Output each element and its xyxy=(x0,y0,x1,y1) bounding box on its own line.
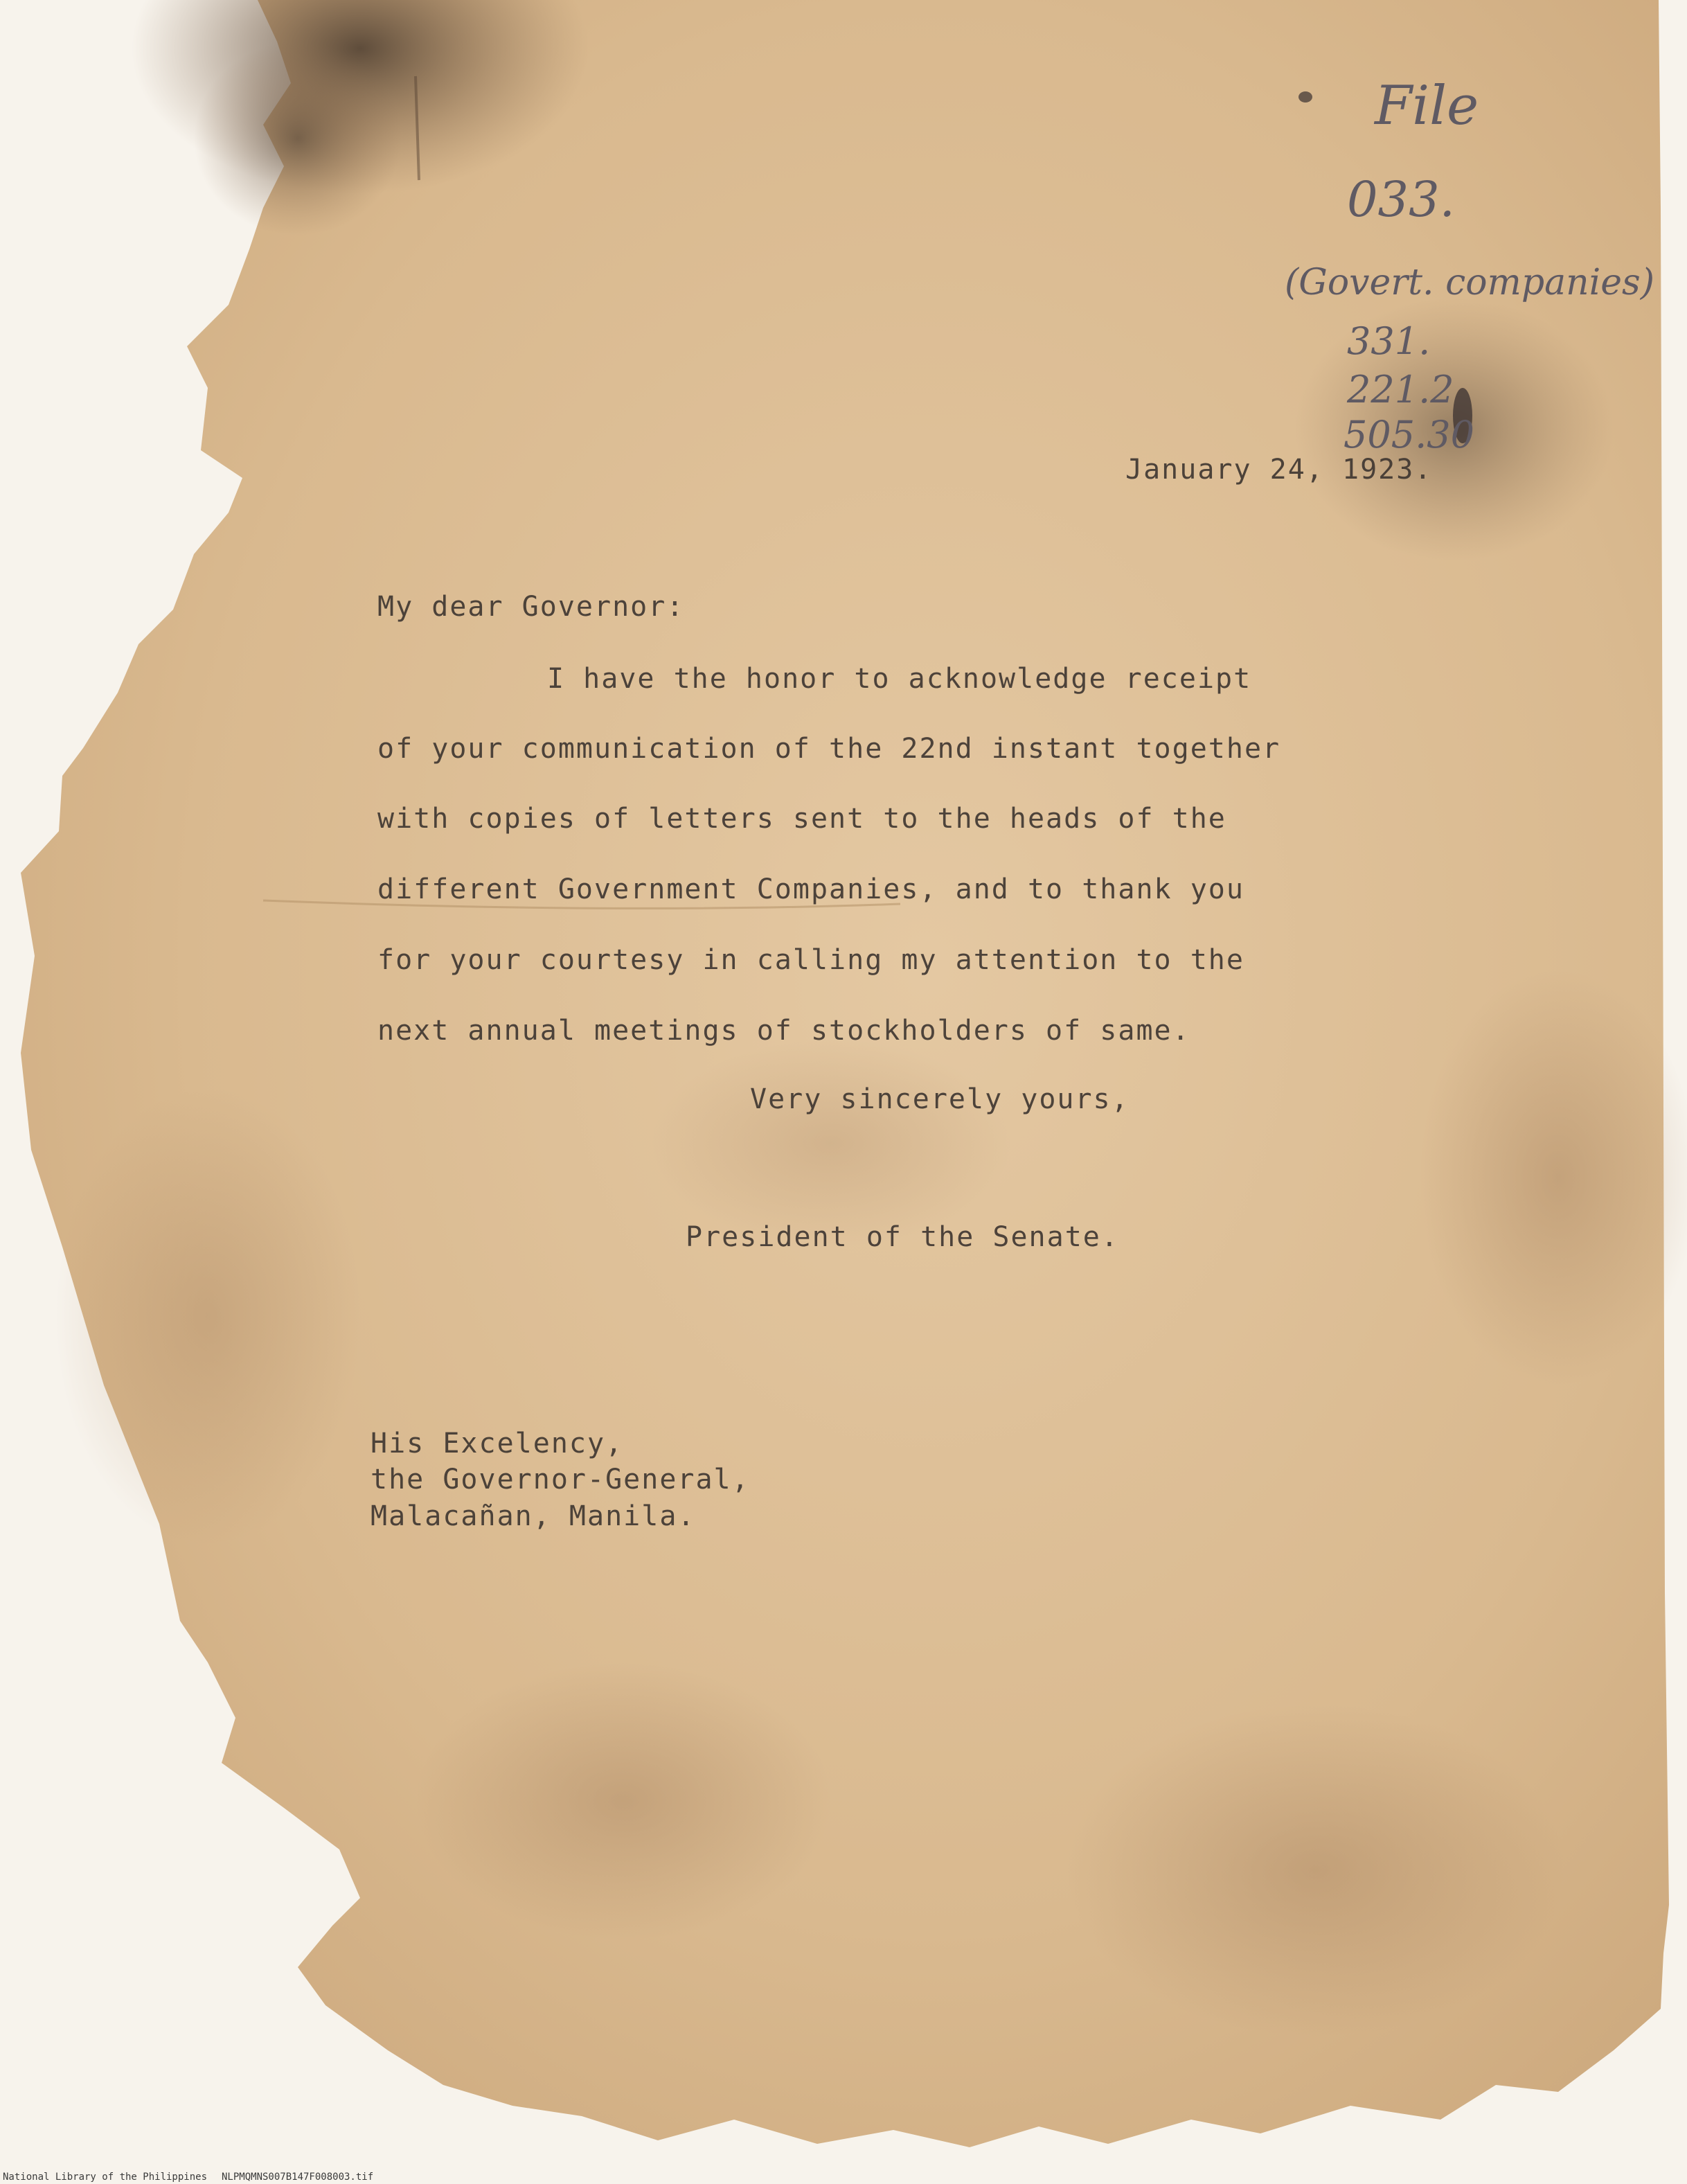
annotation-number: 505.30 xyxy=(1344,413,1474,456)
annotation-file: File xyxy=(1375,75,1479,137)
water-stain xyxy=(416,1662,831,1939)
ink-blot xyxy=(1298,91,1312,103)
salutation: My dear Governor: xyxy=(377,591,685,623)
water-stain xyxy=(651,1039,1011,1247)
annotation-number: 221.2 xyxy=(1347,368,1454,411)
footer-file-id: NLPMQMNS007B147F008003.tif xyxy=(222,2172,374,2183)
body-line: I have the honor to acknowledge receipt xyxy=(547,663,1252,695)
recipient-line: His Excelency, xyxy=(371,1428,624,1459)
annotation-number: 033. xyxy=(1347,171,1455,228)
closing: Very sincerely yours, xyxy=(750,1083,1130,1115)
annotation-number: 331. xyxy=(1347,319,1431,363)
burn-stain xyxy=(194,42,402,236)
recipient-line: the Governor-General, xyxy=(371,1464,750,1495)
footer-institution: National Library of the Philippines xyxy=(3,2172,208,2183)
body-line: different Government Companies, and to thank you xyxy=(377,873,1244,905)
signature-title: President of the Senate. xyxy=(686,1221,1119,1253)
recipient-line: Malacañan, Manila. xyxy=(371,1500,696,1532)
body-line: for your courtesy in calling my attention to the xyxy=(377,944,1244,976)
water-stain xyxy=(1420,970,1687,1385)
water-stain xyxy=(1066,1704,1565,2036)
body-line: with copies of letters sent to the heads of the xyxy=(377,803,1226,835)
water-stain xyxy=(55,1087,360,1545)
annotation-subject: (Govert. companies) xyxy=(1285,262,1654,303)
body-line: of your communication of the 22nd instant together xyxy=(377,733,1281,765)
letter-date: January 24, 1923. xyxy=(1125,454,1433,486)
body-line: next annual meetings of stockholders of same. xyxy=(377,1015,1190,1047)
